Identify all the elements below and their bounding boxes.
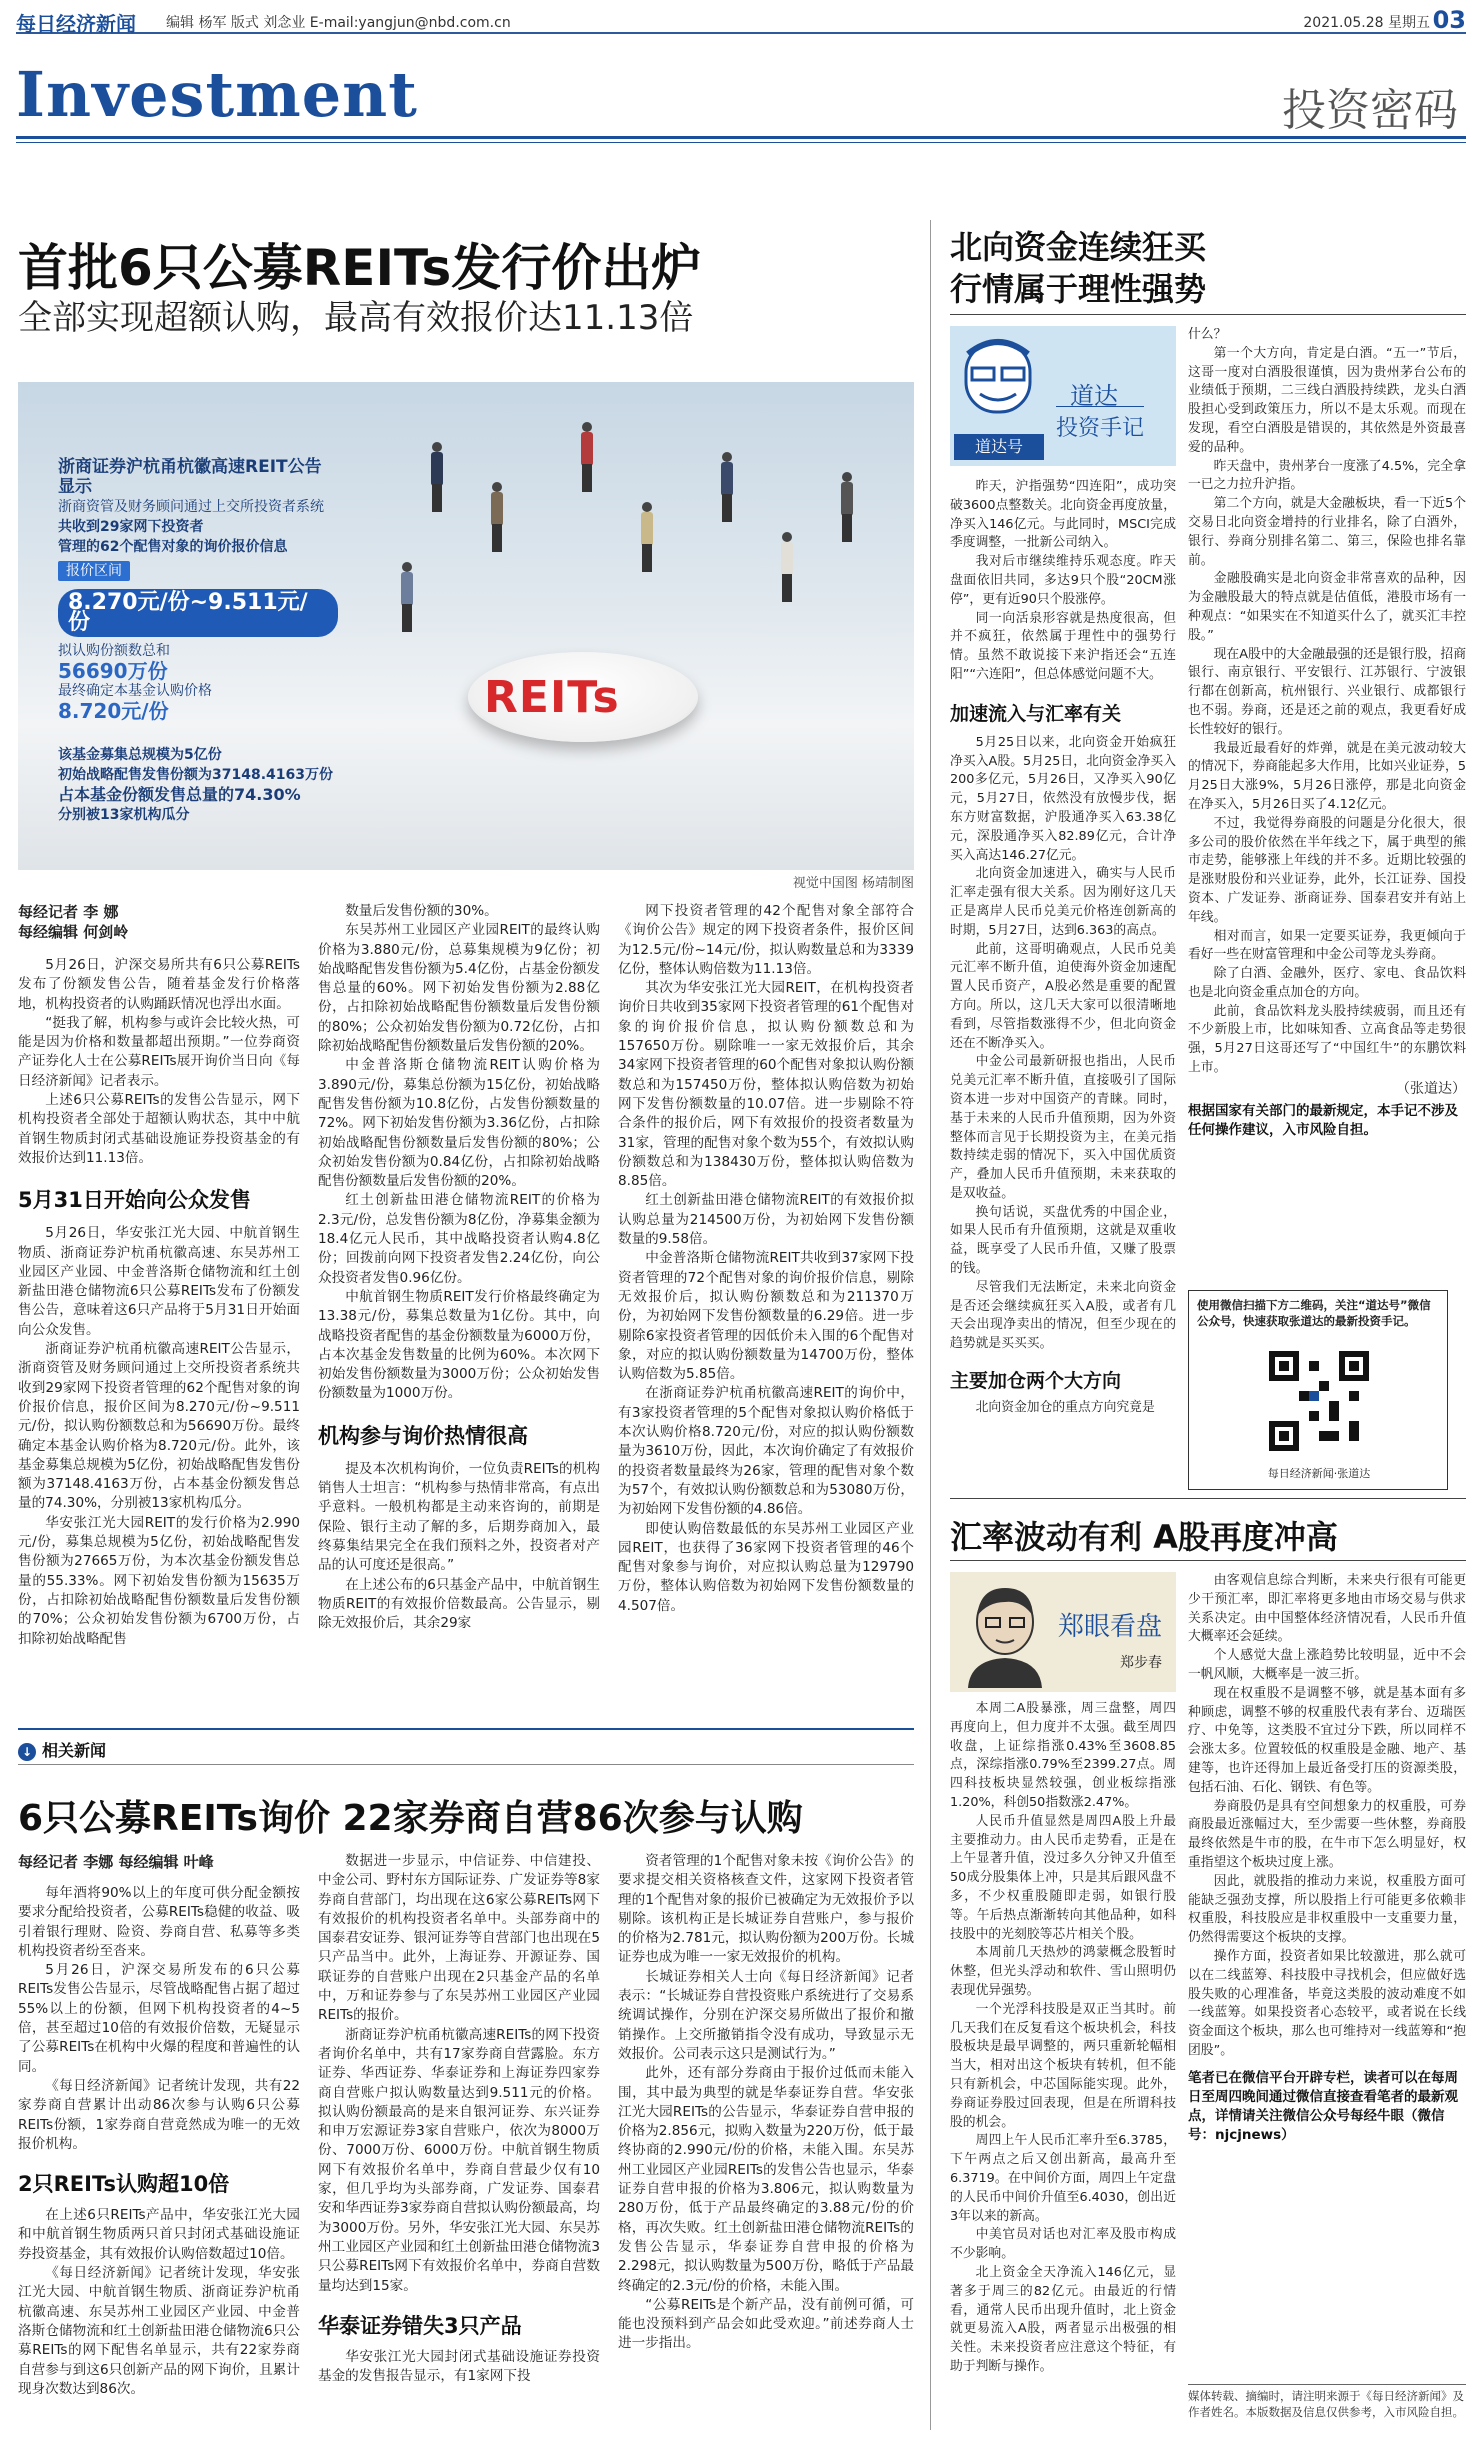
disclaimer: 根据国家有关部门的最新规定，本手记不涉及任何操作建议，入市风险自担。 (1188, 1102, 1458, 1138)
paragraph: 东吴苏州工业园区产业园REIT的最终认购价格为3.880元/份，总募集规模为9亿份；初始战略配售发售份额为5.4亿份，占基金份额发售总量的60%。网下初始发售份额为2.88亿份，占扣除初始战略配售份额数量后发售份额的80%；公众初始发售份额为0.72亿份，占扣除初始战略配售份额数量后发售份额的20%。 (318, 922, 600, 1055)
photo-line: 占本基金份额发售总量的74.30% (58, 785, 301, 804)
qr-caption: 使用微信扫描下方二维码，关注“道达号”微信公众号，快速获取张道达的最新投资手记。 (1197, 1298, 1431, 1328)
column-author: 郑步春 (1120, 1655, 1162, 1671)
photo-credit: 视觉中国图 杨靖制图 (792, 876, 914, 891)
related-column-3 (618, 1852, 914, 2354)
article-body (318, 2348, 600, 2387)
staff-line: 编辑 杨军 版式 刘念业 E-mail:yangjun@nbd.com.cn (166, 15, 511, 31)
column-name: 郑眼看盘 (1058, 1612, 1163, 1642)
right-rule (950, 314, 1466, 315)
figurine (398, 562, 416, 632)
paragraph: 浙商证券沪杭甬杭徽高速REIT公告显示，浙商资管及财务顾问通过上交所投资者系统共收到29家网下投资者管理的62个配售对象的询价报价信息，报价区间为8.270元/份~9.511元/份，拟认购份额数总和为56690万份。最终确定本基金认购价格为8.720元/份。此外，该基金募集总规模为5亿份，初始战略配售发售份额为37148.4163万份，占本基金份额发售总量的74.30%，分别被13家机构瓜分。 (18, 1341, 300, 1512)
paragraph: 金融股确实是北向资金非常喜欢的品种，因为金融股最大的特点就是估值低，港股市场有一种观点：“如果实在不知道买什么了，就买汇丰控股。” (1188, 571, 1466, 643)
paragraph: 中美官员对话也对汇率及股市构成不少影响。 (950, 2227, 1176, 2262)
paragraph: 周四上午人民币汇率升至6.3785，下午两点之后又创出新高，最高升至6.3719。在中间价方面，周四上午定盘的人民币中间价升值至6.4030，创出近3年以来的新高。 (950, 2133, 1176, 2224)
right-rule (950, 1560, 1466, 1561)
paragraph: 什么？ (1188, 327, 1227, 342)
paragraph: 现在权重股不是调整不够，就是基本面有多种顾虑，调整不够的权重股代表有茅台、迈瑞医疗、中免等，这类股不宜过分下跌，所以同样不会涨太多。位置较低的权重股是金融、地产、基建等，也许还得加上最近备受打压的资源类股，包括石油、石化、钢铁、有色等。 (1188, 1685, 1466, 1795)
right2-column-b (1188, 1572, 1466, 2145)
paragraph: 北上资金全天净流入146亿元，显著多于周三的82亿元。由最近的行情看，通常人民币出现升值时，北上资金就更易流入A股，两者显示出极强的相关性。未来投资者应注意这个特征，有助于判断与操作。 (950, 2264, 1176, 2374)
paragraph: 个人感觉大盘上涨趋势比较明显，近中不会一帆风顺，大概率是一波三折。 (1188, 1648, 1466, 1682)
article-body (318, 1852, 600, 2296)
wechat-note: 笔者已在微信平台开辟专栏，读者可以在每周日至周四晚间通过微信直接查看笔者的最新观点，详情请关注微信公众号每经牛眼（微信号：njcjnews） (1188, 2069, 1458, 2143)
paragraph: 操作方面，投资者如果比较激进，那么就可以在二线蓝筹、科技股中寻找机会，但应做好选股失败的心理准备，毕竟这类股的波动难度不如一线蓝筹。如果投资者心态较平，或者说在长线资金面这个板块，那么也可维持对一线蓝筹和“抱团股”。 (1188, 1948, 1466, 2058)
price-label: 报价区间 (58, 561, 130, 581)
article-body (318, 1460, 600, 1634)
lead-column-1 (18, 902, 300, 1649)
paragraph: 5月26日，华安张江光大园、中航首钢生物质、浙商证券沪杭甬杭徽高速、东吴苏州工业园区产业园、中金普洛斯仓储物流和红土创新盐田港仓储物流6只公募REITs发布了份额发售公告，意味着这6只产品将于5月31日开始面向公众发售。 (18, 1225, 300, 1338)
headline-line: 行情属于理性强势 (950, 270, 1207, 308)
section-title: Investment (16, 58, 418, 131)
byline-reporter: 每经记者 李 娜 (18, 903, 119, 921)
paragraph: 华安张江光大园封闭式基础设施证券投资基金的发售报告显示，有1家网下投 (318, 2348, 600, 2385)
photo-line: 分别被13家机构瓜分 (58, 807, 190, 823)
photo-line: 最终确定本基金认购价格 (58, 683, 212, 699)
figurine (838, 472, 856, 542)
related-headline: 6只公募REITs询价 22家券商自营86次参与认购 (18, 1798, 803, 1839)
figurine (778, 532, 796, 602)
photo-line: 初始战略配售发售份额为37148.4163万份 (58, 767, 333, 783)
article-body (18, 956, 300, 1168)
paragraph: 换句话说，买盘优秀的中国企业，如果人民币有升值预期，这就是双重收益，既享受了人民币升值，又赚了股票的钱。 (950, 1204, 1176, 1277)
right-headline-2: 汇率波动有利 A股再度冲高 (950, 1518, 1338, 1556)
article-body (950, 1700, 1176, 2377)
paragraph: “公募REITs是个新产品，没有前例可循，可能也没预料到产品会如此受欢迎。”前述券商人士进一步指出。 (618, 2296, 914, 2352)
figurine (578, 422, 596, 492)
related-column-1 (18, 1852, 300, 2399)
right1-column-b (1188, 326, 1466, 1140)
paragraph: 第二个方向，就是大金融板块，看一下近5个交易日北向资金增持的行业排名，除了白酒外，银行、券商分别排名第二、第三，保险也排名靠前。 (1188, 496, 1466, 568)
article-body (18, 1224, 300, 1649)
masthead-bar (16, 8, 1466, 34)
subheading: 机构参与询价热情很高 (318, 1423, 528, 1448)
lead-headline: 首批6只公募REITs发行价出炉 (18, 239, 702, 297)
paragraph: 上述6只公募REITs的发售公告显示，网下机构投资者全部处于超额认购状态，其中中航首钢生物质封闭式基础设施证券投资基金的有效报价达到11.13倍。 (18, 1092, 300, 1166)
paragraph: 网下投资者管理的42个配售对象全部符合《询价公告》规定的网下投资者条件，报价区间为12.5元/份~14元/份，拟认购数量总和为3339亿份，整体认购倍数为11.13倍。 (618, 903, 914, 977)
page-number: 03 (1432, 6, 1466, 34)
reprint-notice: 媒体转载、摘编时，请注明来源于《每日经济新闻》及作者姓名。本版数据及信息仅供参考，入市风险自担。 (1188, 2389, 1464, 2419)
paragraph: 数量后发售份额的30%。 (345, 903, 498, 919)
paragraph: 由客观信息综合判断，未来央行很有可能更少干预汇率，即汇率将更多地由市场交易与供求关系决定。由中国整体经济情况看，人民币升值大概率还会延续。 (1188, 1573, 1466, 1645)
paragraph: 此外，还有部分券商由于报价过低而未能入围，其中最为典型的就是华泰证券自营。华安张江光大园REITs的公告显示，华泰证券自营申报的价格为2.856元，拟购入数量为220万份，低于最终协商的2.990元/份的价格，未能入围。东吴苏州工业园区产业园REITs的发售公告也显示，华泰证券自营申报的价格为3.806元，拟认购数量为280万份，低于产品最终确定的3.88元/份的价格，再次失败。红土创新盐田港仓储物流REITs的发售公告显示，华泰证券自营申报的价格为2.298元，拟认购数量为500万份，略低于产品最终确定的2.3元/份的价格，未能入围。 (618, 2065, 914, 2294)
paragraph: 资者管理的1个配售对象未按《询价公告》的要求提交相关资格核查文件，这家网下投资者管理的1个配售对象的报价已被确定为无效报价予以剔除。该机构正是长城证券自营账户，参与报价的价格为2.781元，拟认购份额为200万份。长城证券也成为唯一一家无效报价的机构。 (618, 1853, 914, 1966)
paragraph: 《每日经济新闻》记者统计发现，华安张江光大园、中航首钢生物质、浙商证券沪杭甬杭徽高速、东吴苏州工业园区产业园、中金普洛斯仓储物流和红土创新盐田港仓储物流6只公募REITs的网下配售名单显示，共有22家券商自营参与到这6只创新产品的网下询价，且累计现身次数达到86次。 (18, 2265, 300, 2397)
author-avatar-icon (958, 334, 1038, 434)
column-logo-box (950, 326, 1176, 466)
photo-line: 该基金募集总规模为5亿份 (58, 747, 222, 763)
paragraph: 一个光浮科技股是双正当其时。前几天我们在反复看这个板块机会，科技股板块是最早调整的，两只重新轮幅相当大，相对出这个板块有转机，但不能只有新机会，中芯国际能实现。此外，券商证券股过回表现，但是在所谓科技股的机会。 (950, 2001, 1176, 2130)
right1-column-a (950, 478, 1176, 1418)
column-separator (930, 220, 931, 2430)
paragraph: 现在A股中的大金融最强的还是银行股，招商银行、南京银行、平安银行、江苏银行、宁波银行都在创新高，杭州银行、兴业银行、成都银行也不弱。券商，还是还之前的观点，我更看好成长性较好的银行。 (1188, 646, 1466, 737)
section-title-cn: 投资密码 (1282, 85, 1458, 136)
paragraph: 5月26日，沪深交易所共有6只公募REITs发布了份额发售公告，随着基金发行价格落地，机构投资者的认购踊跃情况也浮出水面。 (18, 957, 300, 1012)
figurine (428, 442, 446, 512)
photo-infobox (58, 457, 338, 825)
paragraph: 相对而言，如果一定要买证券，我更倾向于看好一些在财富管理和中金公司等龙头券商。 (1188, 928, 1466, 963)
photo-number: 56690万份 (58, 659, 168, 683)
paragraph: 在浙商证券沪杭甬杭徽高速REIT的询价中，有3家投资者管理的5个配售对象拟认购价格低于本次认购价格8.720元/份，对应的拟认购份额数量为3610万份，因此，本次询价确定了有效报价的投资者数量最终为26家，管理的配售对象个数为57个，有效拟认购份额数总和为53080万份，为初始网下发售份额的4.86倍。 (618, 1385, 914, 1518)
related-rule-thin (18, 1764, 914, 1765)
paragraph: 中金普洛斯仓储物流REIT认购价格为3.890元/份，募集总份额为15亿份，初始战略配售发售份额为10.8亿份，占发售份额数量的72%。网下初始发售份额为3.36亿份，占扣除初始战略配售份额数量后发售份额的80%；公众初始发售份额为0.84亿份，占扣除初始战略配售份额数量后发售份额的20%。 (318, 1057, 600, 1190)
paragraph: 此前，这哥明确观点，人民币兑美元汇率不断升值，迫使海外资金加速配置人民币资产，A股必然是重要的配置方向。所以，这几天大家可以很清晰地看到，尽管指数涨得不少，但北向资金还在不断净买入。 (950, 941, 1176, 1051)
subheading: 主要加仓两个大方向 (950, 1370, 1122, 1393)
right-headline-1 (950, 226, 1206, 310)
article-body (18, 1884, 300, 2154)
paragraph: 长城证券相关人士向《每日经济新闻》记者表示：“长城证券自营投资账户系统进行了交易系统调试操作，分别在沪深交易所做出了报价和撤销操作。上交所撤销指令没有成功，导致显示无效报价。公司表示这只是测试行为。” (618, 1968, 914, 2062)
column-logo-label: 道达号 (954, 434, 1044, 460)
paragraph: 提及本次机构询价，一位负责REITs的机构销售人士坦言：“机构参与热情非常高，有点出乎意料。一般机构都是主动来咨询的，前期是保险、银行主动了解的多，后期券商加入，最终募集结果完全在我们预料之外，投资者对产品的认可度还是很高。” (318, 1460, 600, 1574)
column-logo-box (950, 1572, 1176, 1692)
related-tag (18, 1738, 106, 1761)
paragraph: 中金公司最新研报也指出，人民币兑美元汇率不断升值，直接吸引了国际资本进一步对中国资产的青睐。同时，基于未来的人民币升值预期，因为外资整体而言见于长期投资为主，在美元指数持续走弱的情况下，买入中国优质资产，叠加人民币升值预期，未来获取的是双收益。 (950, 1054, 1176, 1201)
paragraph: 其次为华安张江光大园REIT，在机构投资者询价日共收到35家网下投资者管理的61个配售对象的询价报价信息，拟认购份额数总和为157650万份。剔除唯一一家无效报价后，其余34家网下投资者管理的60个配售对象拟认购份额数总和为157450万份，整体拟认购倍数为初始网下发售份额数量的10.07倍。进一步剔除不符合条件的报价后，网下有效报价的投资者数量为31家，管理的配售对象个数为55个，有效拟认购份额数总和为138430万份，整体拟认购倍数为8.85倍。 (618, 980, 914, 1190)
paragraph: 除了白酒、金融外，医疗、家电、食品饮料也是北向资金重点加仓的方向。 (1188, 966, 1466, 1000)
paragraph: 每年酒将90%以上的年度可供分配金额按要求分配给投资者，公募REITs稳健的收益、吸引着银行理财、险资、券商自营、私募等多类机构投资者纷至沓来。 (18, 1885, 300, 1959)
article-body (950, 1399, 1176, 1418)
brand-name: 每日经济新闻 (16, 12, 136, 36)
paragraph: 券商股仍是具有空间想象力的权重股，可券商股最近涨幅过大，至少需要一些休整，券商股最终依然是牛市的股，在牛市下怎么明显好，权重指望这个板块过度上涨。 (1188, 1798, 1466, 1870)
reits-logo-text: REITs (484, 672, 620, 723)
paragraph: 5月25日以来，北向资金开始疯狂净买入A股。5月25日，北向资金净买入200多亿元，5月26日，又净买入90亿元，5月27日，依然没有放慢步伐，据东方财富数据，沪股通净买入63.38亿元，深股通净买入82.89亿元，合计净买入高达146.27亿元。 (950, 734, 1176, 863)
qr-promo (1188, 1290, 1448, 1490)
photo-number: 8.720元/份 (58, 699, 169, 723)
lead-column-3 (618, 902, 914, 1616)
paragraph: 昨天，沪指强势“四连阳”，成功突破3600点整数关。北向资金再度放量，净买入146亿元。与此同时，MSCI完成季度调整，一批新公司纳入。 (950, 479, 1176, 551)
article-body (618, 902, 914, 1616)
related-byline: 每经记者 李娜 每经编辑 叶峰 (18, 1853, 214, 1871)
figurine (638, 502, 656, 572)
lead-subheadline: 全部实现超额认购，最高有效报价达11.13倍 (18, 298, 694, 338)
byline-editor: 每经编辑 何剑岭 (18, 923, 129, 941)
paragraph: 中航首钢生物质REIT发行价格最终确定为13.38元/份，募集总数量为1亿份。其中，向战略投资者配售的基金份额数量为6000万份，占本次基金发售数量的比例为60%。本次网下初始发售份额数量为3000万份；公众初始发售份额数量为1000万份。 (318, 1288, 600, 1402)
column-name: 道达 (1070, 382, 1118, 410)
article-body (318, 902, 600, 1404)
subheading: 华泰证券错失3只产品 (318, 2313, 522, 2338)
paragraph: 本周前几天热炒的鸿蒙概念股暂时休整，但光头浮动和软件、雪山照明仍表现优异强势。 (950, 1945, 1176, 1998)
right2-column-a (950, 1700, 1176, 2377)
footer-rule (1188, 2384, 1466, 2385)
paragraph: 此前，食品饮料龙头股持续疲弱，而且还有不少新股上市，比如味知香、立高食品等走势很强，5月27日这哥还写了“中国红牛”的东鹏饮料上市。 (1188, 1003, 1466, 1076)
photo-line: 共收到29家网下投资者 (58, 519, 204, 535)
article-body (18, 2206, 300, 2399)
paragraph: 北向资金加速进入，确实与人民币汇率走强有很大关系。因为刚好这几天正是离岸人民币兑美元价格连创新高的时期，5月27日，达到6.363的高点。 (950, 866, 1176, 938)
related-rule (18, 1728, 914, 1730)
author-portrait-icon (960, 1580, 1050, 1688)
paragraph: 《每日经济新闻》记者统计发现，共有22家券商自营累计出动86次参与认购6只公募REITs份额，1家券商自营竟然成为唯一的无效报价机构。 (18, 2077, 300, 2152)
section-rule (16, 136, 1466, 139)
related-tag-label: 相关新闻 (42, 1741, 107, 1760)
paragraph: “挺我了解，机构参与或许会比较火热，可能是因为价格和数量都超出预期。”一位券商资产证券化人士在公募REITs展开询价当日向《每日经济新闻》记者表示。 (18, 1014, 300, 1089)
paragraph: 我对后市继续维持乐观态度。昨天盘面依旧共同，多达9只个股“20CM涨停”，更有近90只个股涨停。 (950, 554, 1176, 607)
subheading: 2只REITs认购超10倍 (18, 2172, 230, 2197)
paragraph: 不过，我觉得券商股的问题是分化很大，很多公司的股价依然在半年线之下，属于典型的熊市走势，能够涨上年线的并不多。近期比较强的是涨财股份和兴业证券，此外，长江证券、国投资本、广发证券、浙商证券、国泰君安并有站上年线。 (1188, 815, 1466, 925)
paragraph: 我最近最看好的炸弹，就是在美元波动较大的情况下，券商能起多大作用，比如兴业证券，5月25日大涨9%，5月26日涨停，那是北向资金在净买入，5月26日买了4.12亿元。 (1188, 740, 1466, 812)
paragraph: 昨天盘中，贵州茅台一度涨了4.5%，完全拿一已之力拉升沪指。 (1188, 458, 1466, 493)
article-body (618, 1852, 914, 2354)
article-body (950, 734, 1176, 1354)
paragraph: 因此，就股指的推动力来说，权重股方面可能缺乏强劲支撑，所以股指上行可能更多依赖非权重股，科技股应是非权重股中一支重要力量，仍然得需要这个板块的支撑。 (1188, 1873, 1466, 1946)
issue-date: 2021.05.28 星期五 (1303, 15, 1430, 31)
down-arrow-icon: ↓ (18, 1743, 36, 1761)
paragraph: 红土创新盐田港仓储物流REIT的有效报价拟认购总量为214500万份，为初始网下发售份额数量的9.58倍。 (618, 1192, 914, 1248)
related-column-2 (318, 1852, 600, 2386)
section-rule-thin (16, 142, 1466, 143)
lead-photo (18, 382, 914, 870)
qr-footer: 每日经济新闻·张道达 (1267, 1467, 1371, 1480)
paragraph: 5月26日，沪深交易所发布的6只公募REITs发售公告显示，尽管战略配售占据了超过55%以上的份额，但网下机构投资者的4~5倍，甚至超过10倍的有效报价倍数，无疑显示了公募REITs在机构中火爆的程度和普遍性的认同。 (18, 1962, 300, 2075)
headline-line: 北向资金连续狂买 (950, 228, 1207, 266)
paragraph: 在上述公布的6只基金产品中，中航首钢生物质REIT的有效报价倍数最高。公告显示，剔除无效报价后，其余29家 (318, 1576, 600, 1632)
paragraph: 数据进一步显示，中信证券、中信建投、中金公司、野村东方国际证券、广发证券等8家券商自营部门，均出现在这6家公募REITs网下有效报价的机构投资者名单中。头部券商中的国泰君安证券、银河证券等自营部门也出现在5只产品当中。此外，上海证券、开源证券、国联证券的自营账户出现在2只基金产品的名单中，万和证券参与了东吴苏州工业园区产业园REITs的报价。 (318, 1853, 600, 2024)
figurine (488, 482, 506, 552)
price-range: 8.270元/份~9.511元/份 (58, 589, 338, 637)
photo-line: 浙商资管及财务顾问通过上交所投资者系统 (58, 499, 324, 515)
article-body (1188, 326, 1466, 1078)
paragraph: 同一向活泉形容就是热度很高，但并不疯狂，依然属于理性中的强势行情。虽然不敢说接下来沪指还会“五连阳”“六连阳”，但总体感觉问题不大。 (950, 610, 1176, 682)
author-signature: （张道达） (1396, 1080, 1466, 1097)
subheading: 5月31日开始向公众发售 (18, 1188, 251, 1213)
photo-heading: 浙商证券沪杭甬杭徽高速REIT公告显示 (58, 457, 322, 497)
paragraph: 红土创新盐田港仓储物流REIT的价格为2.3元/份，总发售份额为8亿份，净募集金额为18.4亿元人民币，其中战略投资者认购4.8亿份；回拨前向网下投资者发售2.24亿份，向公众投资者发售0.96亿份。 (318, 1192, 600, 1286)
figurine (718, 452, 736, 522)
paragraph: 浙商证券沪杭甬杭徽高速REITs的网下投资者询价名单中，共有17家券商自营露脸。东方证券、华西证券、华泰证券和上海证券四家券商自营账户拟认购数量达到9.511元的价格。拟认购份额最高的是来自银河证券、东兴证券和申万宏源证券3家自营账户，依次为8000万份、7000万份、6000万份。中航首钢生物质网下有效报价名单中，券商自营最少仅有10家，但几乎均为头部券商，广发证券、国泰君安和华西证券3家券商自营拟认购份额最高，均为3000万份。另外，华安张江光大园、东吴苏州工业园区产业园和红土创新盐田港仓储物流3只公募REITs网下有效报价名单中，券商自营数量均达到15家。 (318, 2026, 600, 2294)
paragraph: 华安张江光大园REIT的发行价格为2.990元/份，募集总规模为5亿份，初始战略配售发售份额为27665万份，为本次基金份额发售总量的55.33%。网下初始发售份额为15635万份，占扣除初始战略配售份额数量后发售份额的70%；公众初始发售份额为6700万份，占扣除初始战略配售 (18, 1514, 300, 1647)
paragraph: 尽管我们无法断定，未来北向资金是否还会继续疯狂买入A股，或者有几天会出现净卖出的情况，但至少现在的趋势就是买买买。 (950, 1279, 1176, 1352)
paragraph: 即使认购倍数最低的东吴苏州工业园区产业园REIT，也获得了36家网下投资者管理的46个配售对象参与询价，对应拟认购总量为129790万份，整体认购倍数为初始网下发售份额数量的4.507倍。 (618, 1520, 914, 1614)
photo-line: 拟认购份额数总和 (58, 643, 170, 659)
article-body (950, 478, 1176, 685)
right-rule (950, 1498, 1466, 1499)
paragraph: 人民币升值显然是周四A股上升最主要推动力。由人民币走势看，正是在上午显著升值，没过多久分钟又升值至50成分股集体上冲，只是其后跟风盘不多，不少权重股随即走弱，如银行股等。午后热点渐渐转向其他品种，如科技股中的光刻胶等芯片相关个股。 (950, 1813, 1176, 1942)
lead-column-2 (318, 902, 600, 1633)
paragraph: 北向资金加仓的重点方向究竟是 (975, 1400, 1155, 1416)
qr-code-icon[interactable] (1269, 1351, 1369, 1451)
paragraph: 本周二A股暴涨，周三盘整，周四再度向上，但力度并不太强。截至周四收盘，上证综指涨0.43%至3608.85点，深综指涨0.79%至2399.27点。周四科技板块显然较强，创业板综指涨1.20%，科创50指数涨2.47%。 (950, 1701, 1176, 1810)
paragraph: 中金普洛斯仓储物流REIT共收到37家网下投资者管理的72个配售对象的询价报价信息，剔除无效报价后，拟认购份额数总和为211370万份，为初始网下发售份额数量的6.29倍。进一步剔除6家投资者管理的因低价未入围的6个配售对象，对应的拟认购份额数量为14700万份，整体认购倍数为5.85倍。 (618, 1250, 914, 1383)
article-body (1188, 1572, 1466, 2061)
photo-line: 管理的62个配售对象的询价报价信息 (58, 539, 288, 555)
subheading: 加速流入与汇率有关 (950, 702, 1122, 725)
column-subtitle: 投资手记 (1056, 406, 1144, 442)
paragraph: 第一个大方向，肯定是白酒。“五一”节后，这哥一度对白酒股很谨慎，因为贵州茅台公布的业绩低于预期，二三线白酒股持续跌，龙头白酒股担心受到政策压力，所以不是太乐观。而现在发现，看空白酒股是错误的，其依然是外资最喜爱的品种。 (1188, 345, 1466, 455)
paragraph: 在上述6只REITs产品中，华安张江光大园和中航首钢生物质两只首只封闭式基础设施证券投资基金，其有效报价认购倍数超过10倍。 (18, 2207, 300, 2262)
